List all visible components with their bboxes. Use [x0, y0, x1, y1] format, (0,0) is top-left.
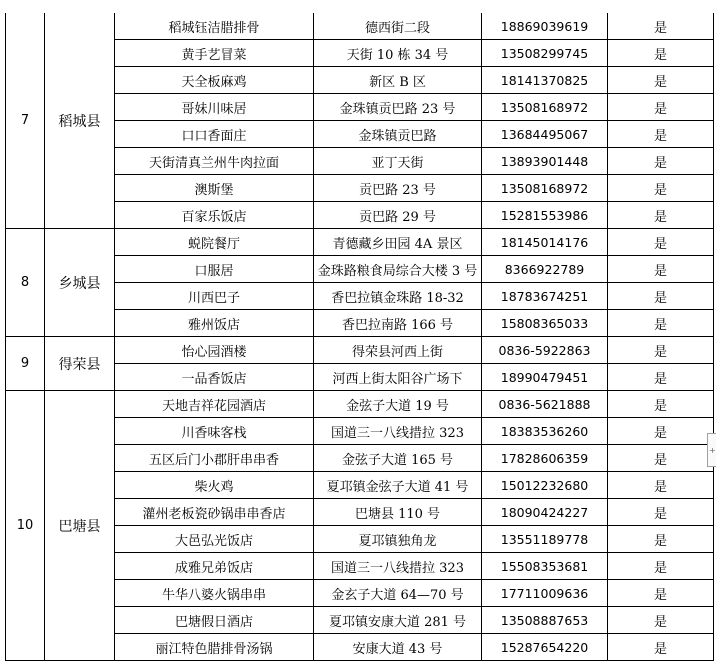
restaurant-phone: 13508299745: [482, 40, 608, 67]
restaurant-address: 新区 B 区: [314, 67, 482, 94]
restaurant-phone: 18990479451: [482, 364, 608, 391]
status-value: 是: [608, 310, 714, 337]
restaurant-address: 金珠镇贡巴路: [314, 121, 482, 148]
restaurant-phone: 18141370825: [482, 67, 608, 94]
restaurant-name: 丽江特色腊排骨汤锅: [115, 634, 314, 661]
restaurant-address: 国道三一八线措拉 323: [314, 553, 482, 580]
restaurant-phone: 0836-5621888: [482, 391, 608, 418]
restaurant-phone: 17711009636: [482, 580, 608, 607]
restaurant-address: 德西街二段: [314, 13, 482, 40]
group-number: 7: [6, 13, 45, 229]
group-number: 8: [6, 229, 45, 337]
restaurant-table: [5, 13, 714, 661]
restaurant-address: 青德藏乡田园 4A 景区: [314, 229, 482, 256]
status-value: 是: [608, 499, 714, 526]
restaurant-address: 金弦子大道 165 号: [314, 445, 482, 472]
table-body: [6, 13, 714, 661]
restaurant-name: 天地吉祥花园酒店: [115, 391, 314, 418]
restaurant-address: 金珠路粮食局综合大楼 3 号: [314, 256, 482, 283]
restaurant-name: 蜕院餐厅: [115, 229, 314, 256]
restaurant-address: 香巴拉镇金珠路 18-32: [314, 283, 482, 310]
table-row: [6, 229, 714, 256]
restaurant-phone: 13508887653: [482, 607, 608, 634]
restaurant-address: 巴塘县 110 号: [314, 499, 482, 526]
restaurant-address: 河西上街太阳谷广场下: [314, 364, 482, 391]
restaurant-phone: 15508353681: [482, 553, 608, 580]
restaurant-phone: 13684495067: [482, 121, 608, 148]
restaurant-name: 澳斯堡: [115, 175, 314, 202]
table-row: [6, 13, 714, 40]
restaurant-name: 口服居: [115, 256, 314, 283]
status-value: 是: [608, 13, 714, 40]
status-value: 是: [608, 202, 714, 229]
restaurant-phone: 17828606359: [482, 445, 608, 472]
restaurant-address: 贡巴路 29 号: [314, 202, 482, 229]
restaurant-address: 夏邛镇独角龙: [314, 526, 482, 553]
restaurant-address: 金珠镇贡巴路 23 号: [314, 94, 482, 121]
restaurant-address: 亚丁天街: [314, 148, 482, 175]
status-value: 是: [608, 364, 714, 391]
restaurant-phone: 13508168972: [482, 94, 608, 121]
status-value: 是: [608, 418, 714, 445]
restaurant-address: 安康大道 43 号: [314, 634, 482, 661]
restaurant-name: 巴塘假日酒店: [115, 607, 314, 634]
status-value: 是: [608, 94, 714, 121]
restaurant-name: 川西巴子: [115, 283, 314, 310]
restaurant-name: 牛华八婆火锅串串: [115, 580, 314, 607]
restaurant-phone: 13508168972: [482, 175, 608, 202]
scroll-handle[interactable]: [707, 433, 716, 467]
restaurant-name: 口口香面庄: [115, 121, 314, 148]
restaurant-name: 怡心园酒楼: [115, 337, 314, 364]
status-value: 是: [608, 148, 714, 175]
restaurant-address: 香巴拉南路 166 号: [314, 310, 482, 337]
table-row: [6, 391, 714, 418]
status-value: 是: [608, 67, 714, 94]
status-value: 是: [608, 175, 714, 202]
restaurant-name: 大邑弘光饭店: [115, 526, 314, 553]
restaurant-address: 天街 10 栋 34 号: [314, 40, 482, 67]
restaurant-phone: 15012232680: [482, 472, 608, 499]
restaurant-address: 夏邛镇金弦子大道 41 号: [314, 472, 482, 499]
status-value: 是: [608, 607, 714, 634]
restaurant-name: 五区后门小郡肝串串香: [115, 445, 314, 472]
restaurant-phone: 8366922789: [482, 256, 608, 283]
restaurant-phone: 18145014176: [482, 229, 608, 256]
status-value: 是: [608, 256, 714, 283]
restaurant-name: 雅州饭店: [115, 310, 314, 337]
restaurant-name: 灌州老板瓷砂锅串串香店: [115, 499, 314, 526]
status-value: 是: [608, 40, 714, 67]
table-row: [6, 337, 714, 364]
restaurant-phone: 13551189778: [482, 526, 608, 553]
restaurant-name: 黄手艺冒菜: [115, 40, 314, 67]
restaurant-name: 稻城钰洁腊排骨: [115, 13, 314, 40]
restaurant-phone: 18090424227: [482, 499, 608, 526]
restaurant-name: 一品香饭店: [115, 364, 314, 391]
county-name: 乡城县: [45, 229, 115, 337]
restaurant-name: 柴火鸡: [115, 472, 314, 499]
status-value: 是: [608, 580, 714, 607]
restaurant-phone: 18783674251: [482, 283, 608, 310]
status-value: 是: [608, 391, 714, 418]
status-value: 是: [608, 229, 714, 256]
status-value: 是: [608, 553, 714, 580]
restaurant-phone: 15287654220: [482, 634, 608, 661]
restaurant-name: 百家乐饭店: [115, 202, 314, 229]
restaurant-name: 成雅兄弟饭店: [115, 553, 314, 580]
restaurant-address: 夏邛镇安康大道 281 号: [314, 607, 482, 634]
county-name: 得荣县: [45, 337, 115, 391]
restaurant-name: 川香味客栈: [115, 418, 314, 445]
restaurant-phone: 0836-5922863: [482, 337, 608, 364]
restaurant-phone: 18383536260: [482, 418, 608, 445]
status-value: 是: [608, 634, 714, 661]
restaurant-name: 天全板麻鸡: [115, 67, 314, 94]
restaurant-name: 天街清真兰州牛肉拉面: [115, 148, 314, 175]
restaurant-address: 国道三一八线措拉 323: [314, 418, 482, 445]
restaurant-address: 贡巴路 23 号: [314, 175, 482, 202]
group-number: 9: [6, 337, 45, 391]
restaurant-phone: 13893901448: [482, 148, 608, 175]
status-value: 是: [608, 445, 714, 472]
county-name: 巴塘县: [45, 391, 115, 661]
group-number: 10: [6, 391, 45, 661]
restaurant-address: 得荣县河西上街: [314, 337, 482, 364]
restaurant-phone: 15281553986: [482, 202, 608, 229]
restaurant-phone: 15808365033: [482, 310, 608, 337]
restaurant-address: 金弦子大道 19 号: [314, 391, 482, 418]
status-value: 是: [608, 283, 714, 310]
restaurant-name: 哥妹川味居: [115, 94, 314, 121]
status-value: 是: [608, 472, 714, 499]
handle-icon: +: [709, 446, 716, 455]
status-value: 是: [608, 121, 714, 148]
restaurant-phone: 18869039619: [482, 13, 608, 40]
county-name: 稻城县: [45, 13, 115, 229]
status-value: 是: [608, 526, 714, 553]
status-value: 是: [608, 337, 714, 364]
restaurant-address: 金玄子大道 64—70 号: [314, 580, 482, 607]
